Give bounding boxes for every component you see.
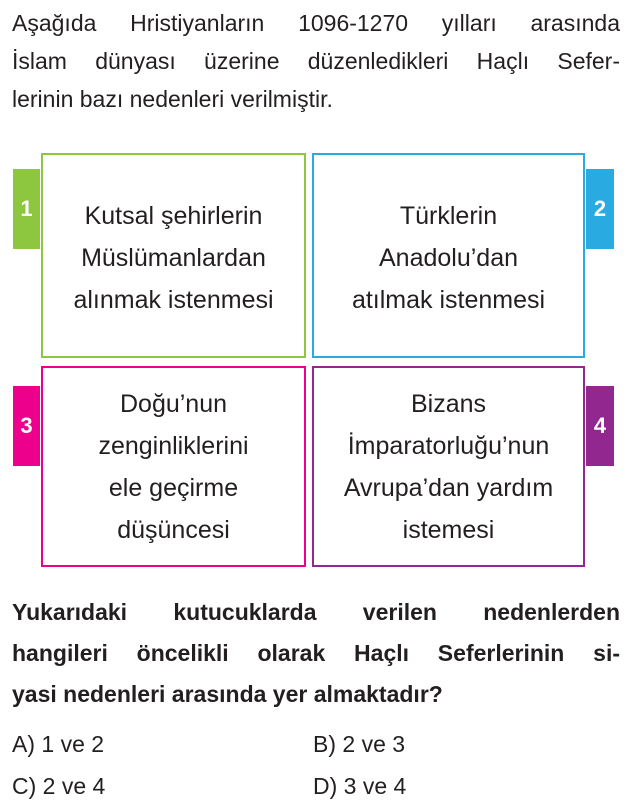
option-label: A): [12, 731, 35, 757]
option-label: B): [313, 731, 336, 757]
reason-box-line: Kutsal şehirlerin: [84, 201, 263, 230]
reason-box-line: Avrupa’dan yardım: [343, 473, 554, 502]
intro-line: lerinin bazı nedenleri verilmiştir.: [12, 86, 333, 112]
answer-option-d[interactable]: [313, 772, 406, 800]
reason-box-line: istemesi: [402, 515, 495, 544]
answer-option-a[interactable]: [12, 730, 104, 758]
reason-box-2: [312, 153, 585, 358]
question-line: hangileri öncelikli olarak Haçlı Seferlerinin si-: [12, 640, 620, 666]
reason-box-line: İmparatorluğu’nun: [347, 431, 550, 460]
reason-box-line: Bizans: [410, 389, 487, 418]
intro-text: [12, 4, 620, 118]
answer-option-c[interactable]: [12, 772, 105, 800]
question-line: Yukarıdaki kutucuklarda verilen nedenlerden: [12, 599, 620, 625]
reason-box-line: ele geçirme: [108, 473, 239, 502]
option-text: 3 ve 4: [343, 773, 407, 799]
reason-box-line: Türklerin: [399, 201, 498, 230]
box-number-tab-4: 4: [586, 386, 614, 466]
reason-box-1: [41, 153, 306, 358]
option-label: D): [313, 773, 338, 799]
reason-box-line: Müslümanlardan: [81, 243, 266, 272]
intro-line: Aşağıda Hristiyanların 1096-1270 yılları arasında: [12, 10, 620, 36]
question-line: yasi nedenleri arasında yer almaktadır?: [12, 681, 443, 707]
option-text: 2 ve 4: [42, 773, 106, 799]
reason-box-line: zenginliklerini: [98, 431, 249, 460]
intro-line: İslam dünyası üzerine düzenledikleri Haçlı Sefer-: [12, 48, 620, 74]
reason-box-3: [41, 366, 306, 567]
option-label: C): [12, 773, 37, 799]
reason-box-4: [312, 366, 585, 567]
box-number-tab-2: 2: [586, 169, 614, 249]
box-number-tab-1: 1: [13, 169, 40, 249]
reason-box-line: atılmak istenmesi: [351, 285, 546, 314]
question-text: [12, 592, 620, 715]
reason-box-line: Anadolu’dan: [378, 243, 518, 272]
answer-option-b[interactable]: [313, 730, 405, 758]
box-number-tab-3: 3: [13, 386, 40, 466]
reason-box-line: alınmak istenmesi: [73, 285, 274, 314]
option-text: 1 ve 2: [41, 731, 105, 757]
reason-box-line: düşüncesi: [117, 515, 230, 544]
reason-box-line: Doğu’nun: [119, 389, 228, 418]
option-text: 2 ve 3: [342, 731, 406, 757]
